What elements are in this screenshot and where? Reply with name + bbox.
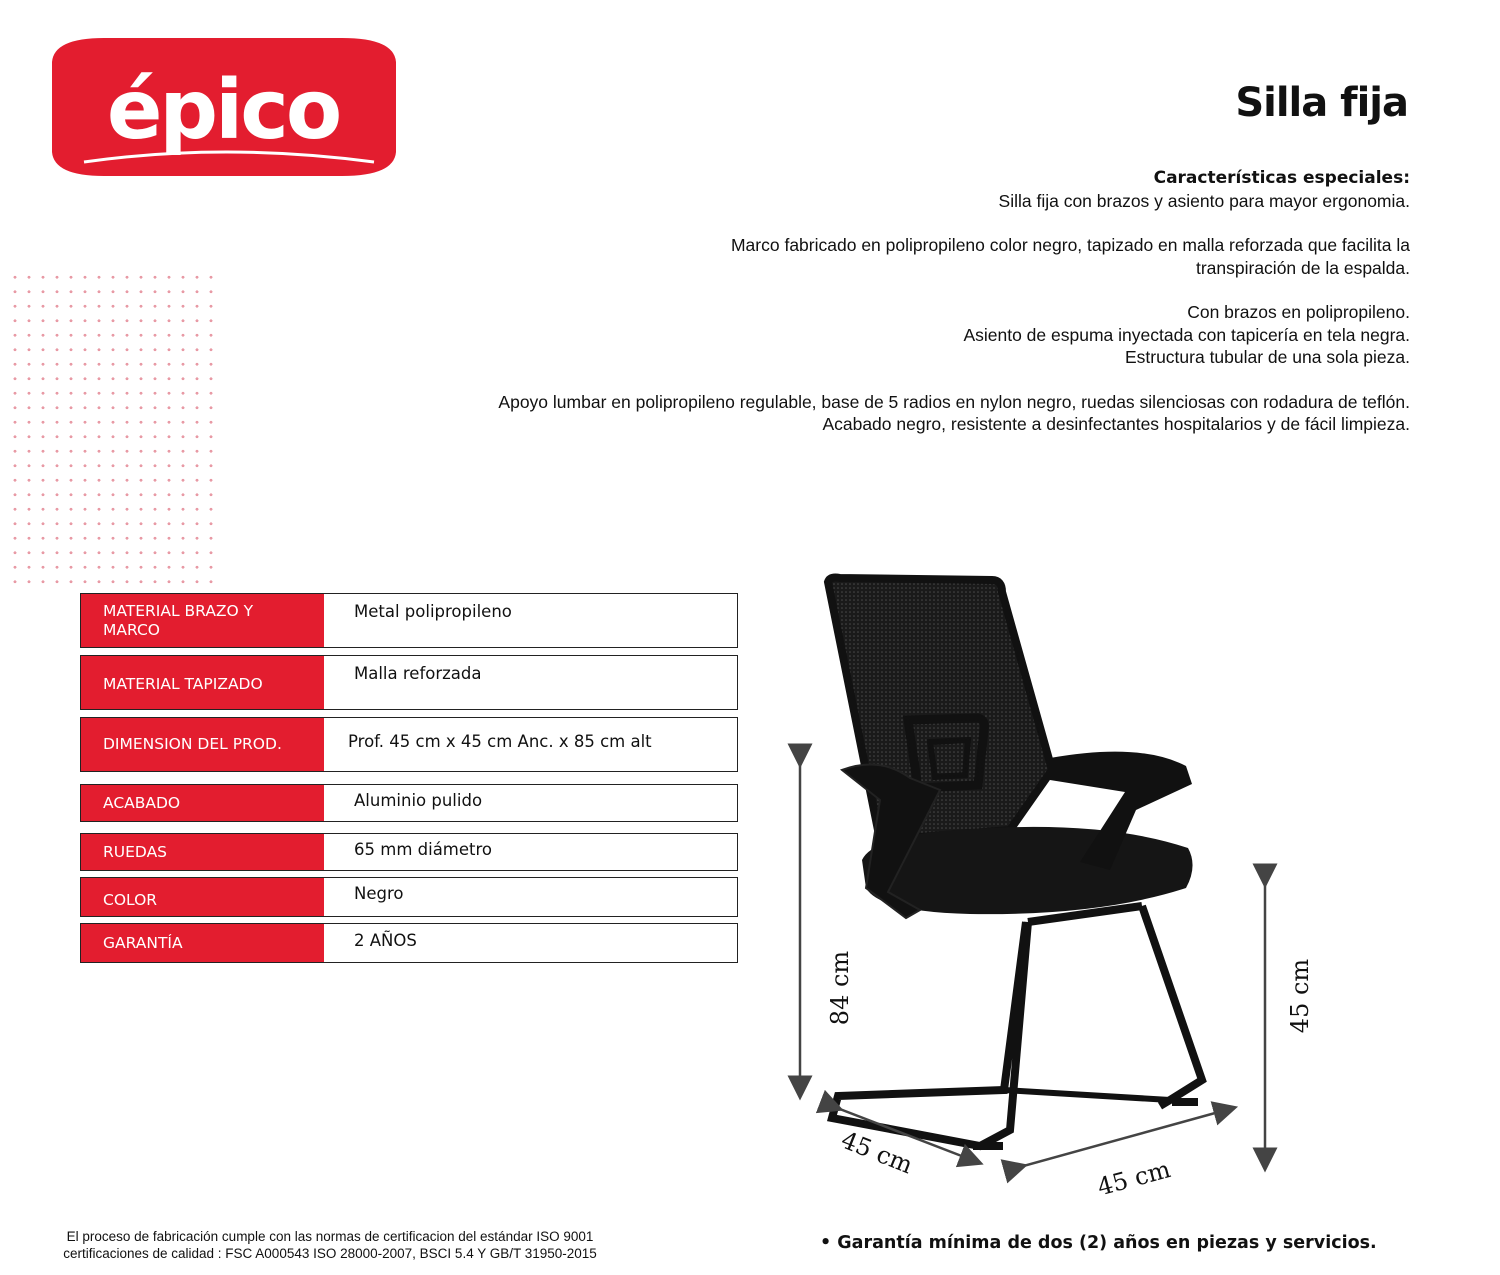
spec-row-dimension [80, 717, 738, 772]
spec-value: Aluminio pulido [354, 791, 483, 810]
spec-value: Metal polipropileno [354, 602, 512, 621]
spec-label: MATERIAL TAPIZADO [81, 656, 324, 709]
dim-depth: 45 cm [837, 1125, 917, 1180]
spec-label: ACABADO [81, 785, 324, 821]
spec-row-garantia [80, 923, 738, 963]
product-title: Silla fija [1235, 80, 1408, 126]
feature-line: Asiento de espuma inyectada con tapicería en tela negra. [963, 324, 1410, 345]
spec-row-material-brazo [80, 593, 738, 648]
features-section [410, 167, 1410, 436]
logo-text: épico [106, 63, 340, 158]
feature-line: Marco fabricado en polipropileno color negro, tapizado en malla reforzada que facilita la [730, 235, 1410, 255]
feature-line: transpiración de la espalda. [1195, 257, 1410, 278]
dim-width: 45 cm [1094, 1155, 1174, 1202]
spec-value: 2 AÑOS [354, 931, 417, 950]
certification-line: certificaciones de calidad : FSC A000543 ISO 28000-2007, BSCI 5.4 Y GB/T 31950-2015 [63, 1246, 597, 1261]
spec-label: COLOR [81, 878, 324, 916]
spec-value: Negro [354, 884, 404, 903]
spec-label: RUEDAS [81, 834, 324, 870]
features-heading: Características especiales: [1153, 168, 1410, 188]
feature-line: Silla fija con brazos y asiento para mayor ergonomia. [998, 190, 1410, 211]
spec-label: MATERIAL BRAZO Y MARCO [81, 594, 324, 647]
spec-value: Prof. 45 cm x 45 cm Anc. x 85 cm alt [348, 732, 652, 751]
spec-value: 65 mm diámetro [354, 840, 493, 859]
spec-value: Malla reforzada [354, 664, 482, 683]
certification-line: El proceso de fabricación cumple con las normas de certificacion del estándar ISO 9001 [66, 1229, 594, 1244]
epico-logo [44, 34, 402, 180]
spec-row-ruedas [80, 833, 738, 871]
dim-seat-height: 45 cm [1286, 958, 1314, 1034]
spec-row-material-tapizado [80, 655, 738, 710]
feature-line: Estructura tubular de una sola pieza. [1124, 347, 1410, 367]
spec-row-color [80, 877, 738, 917]
spec-label: DIMENSION DEL PROD. [81, 718, 324, 771]
feature-line: Con brazos en polipropileno. [1187, 302, 1410, 322]
decorative-dot-pattern [8, 270, 223, 585]
feature-line: Acabado negro, resistente a desinfectantes hospitalarios y de fácil limpieza. [822, 414, 1410, 434]
certification-note [30, 1228, 630, 1262]
feature-line: Apoyo lumbar en polipropileno regulable, base de 5 radios en nylon negro, ruedas silenciosas con rodadura de teflón. [498, 391, 1410, 412]
dim-height-total: 84 cm [826, 950, 854, 1026]
spec-row-acabado [80, 784, 738, 822]
spec-label: GARANTÍA [81, 924, 324, 962]
chair-illustration [780, 570, 1314, 1210]
warranty-note: • Garantía mínima de dos (2) años en piezas y servicios. [820, 1233, 1377, 1253]
